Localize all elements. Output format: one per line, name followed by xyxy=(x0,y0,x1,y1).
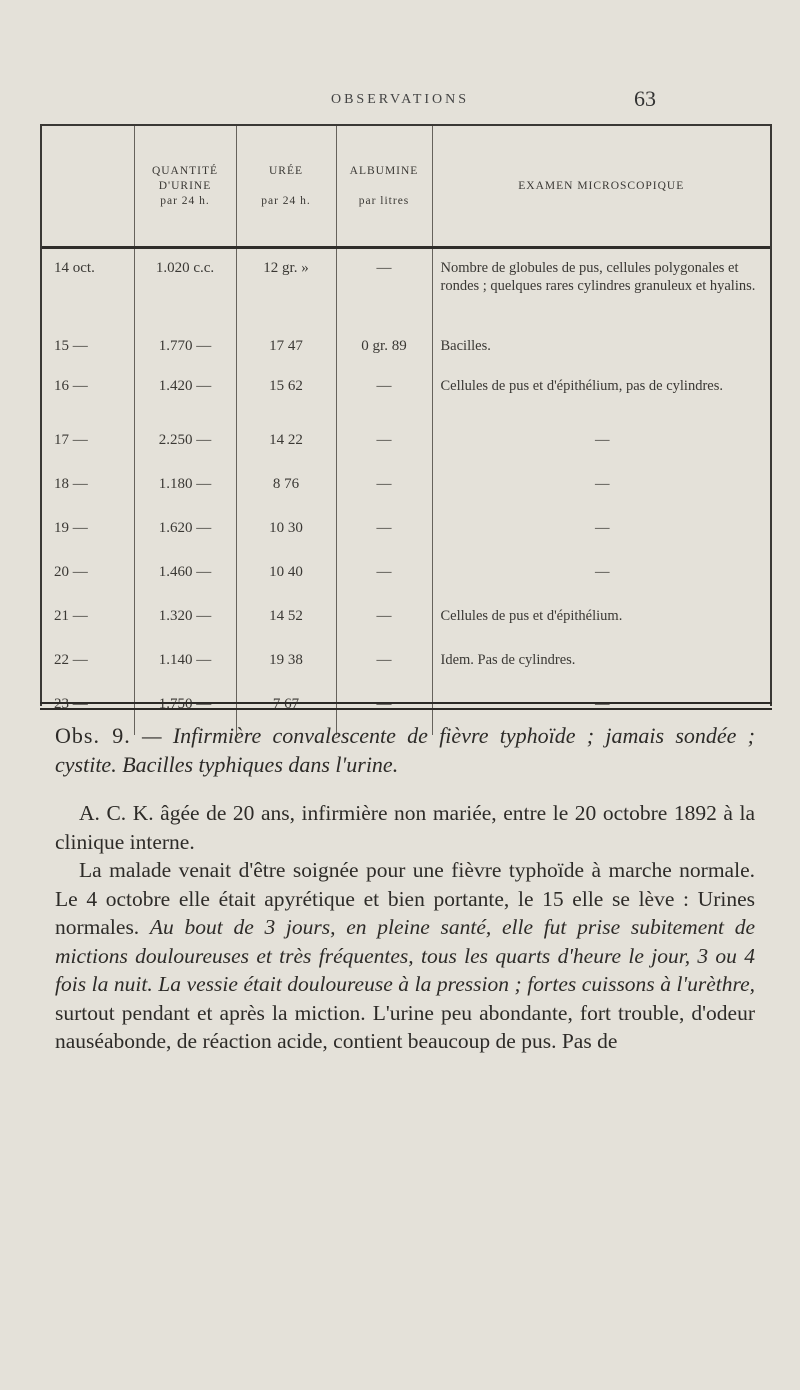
cell-examen: Bacilles. xyxy=(440,338,491,354)
table-row xyxy=(42,643,770,687)
cell-date: 14 oct. xyxy=(42,248,134,332)
table-header-row xyxy=(42,126,770,248)
cell-date: 22 — xyxy=(42,643,134,687)
cell-quantite: 1.420 — xyxy=(134,373,236,423)
cell-quantite: 1.320 — xyxy=(134,599,236,643)
cell-uree: 14 52 xyxy=(236,599,336,643)
cell-date: 19 — xyxy=(42,511,134,555)
cell-date: 21 — xyxy=(42,599,134,643)
cell-examen: — xyxy=(595,564,610,580)
cell-uree: 7 67 xyxy=(236,687,336,735)
cell-albumine: — xyxy=(336,248,432,332)
running-title: OBSERVATIONS xyxy=(330,92,470,107)
table-row xyxy=(42,423,770,467)
table-bottom-rule xyxy=(40,702,772,710)
cell-uree: 12 gr. » xyxy=(236,248,336,332)
header-uree: URÉE par 24 h. xyxy=(236,126,336,248)
page-number: 63 xyxy=(634,86,656,111)
cell-examen: Idem. Pas de cylindres. xyxy=(440,652,576,668)
cell-albumine: — xyxy=(336,423,432,467)
cell-albumine: — xyxy=(336,511,432,555)
cell-date: 20 — xyxy=(42,555,134,599)
cell-uree: 17 47 xyxy=(236,331,336,373)
table-row xyxy=(42,555,770,599)
cell-quantite: 1.140 — xyxy=(134,643,236,687)
cell-examen: Cellules de pus et d'épithélium, pas de cylindres. xyxy=(440,378,723,394)
cell-quantite: 1.180 — xyxy=(134,467,236,511)
cell-uree: 8 76 xyxy=(236,467,336,511)
cell-quantite: 2.250 — xyxy=(134,423,236,467)
cell-uree: 14 22 xyxy=(236,423,336,467)
cell-albumine: — xyxy=(336,467,432,511)
cell-quantite: 1.750 — xyxy=(134,687,236,735)
cell-examen: — xyxy=(595,476,610,492)
cell-albumine: — xyxy=(336,643,432,687)
cell-examen: — xyxy=(595,696,610,712)
header-examen: EXAMEN MICROSCOPIQUE xyxy=(432,126,770,248)
cell-quantite: 1.770 — xyxy=(134,331,236,373)
table-row xyxy=(42,248,770,332)
cell-date: 16 — xyxy=(42,373,134,423)
cell-date: 17 — xyxy=(42,423,134,467)
cell-albumine: — xyxy=(336,555,432,599)
cell-quantite: 1.020 c.c. xyxy=(134,248,236,332)
cell-uree: 10 40 xyxy=(236,555,336,599)
header-date xyxy=(42,126,134,248)
observation-text xyxy=(55,722,755,1056)
cell-uree: 10 30 xyxy=(236,511,336,555)
cell-examen: — xyxy=(595,520,610,536)
paragraph-1: A. C. K. âgée de 20 ans, infirmière non mariée, entre le 20 octobre 1892 à la clinique interne. xyxy=(55,801,755,854)
urine-analysis-table xyxy=(40,124,772,712)
cell-uree: 19 38 xyxy=(236,643,336,687)
table-row xyxy=(42,331,770,373)
cell-examen: Nombre de globules de pus, cellules polygonales et rondes ; quelques rares cylindres granuleux et hyalins. xyxy=(440,260,756,294)
table-row xyxy=(42,467,770,511)
cell-uree: 15 62 xyxy=(236,373,336,423)
cell-albumine: — xyxy=(336,599,432,643)
table-row xyxy=(42,511,770,555)
header-albumine: ALBUMINE par litres xyxy=(336,126,432,248)
cell-quantite: 1.620 — xyxy=(134,511,236,555)
cell-albumine: 0 gr. 89 xyxy=(336,331,432,373)
cell-examen: Cellules de pus et d'épithélium. xyxy=(440,608,623,624)
table-row xyxy=(42,599,770,643)
cell-date: 18 — xyxy=(42,467,134,511)
paragraph-2: La malade venait d'être soignée pour une fièvre typhoïde à marche normale. Le 4 octobre elle était apyrétique et bien portante, le 15 elle se lève : Urines normales. Au bout de 3 jours, en pleine santé, elle fut prise subitement de mictions douloureuses et très fréquentes, tous les quarts d'heure le jour, 3 ou 4 fois la nuit. La vessie était douloureuse à la pression ; fortes cuissons à l'urèthre, surtout pendant et après la miction. L'urine peu abondante, fort trouble, d'odeur nauséabonde, de réaction acide, contient beaucoup de pus. Pas de xyxy=(55,858,755,1053)
cell-quantite: 1.460 — xyxy=(134,555,236,599)
cell-albumine: — xyxy=(336,373,432,423)
table-row xyxy=(42,373,770,423)
cell-albumine: — xyxy=(336,687,432,735)
header-quantite: QUANTITÉ D'URINE par 24 h. xyxy=(134,126,236,248)
cell-date: 23 — xyxy=(42,687,134,735)
observation-heading: — Infirmière convalescente de fièvre typhoïde ; jamais sondée ; cystite. Bacilles typhiques dans l'urine. xyxy=(55,723,756,777)
observation-label: Obs. 9. xyxy=(55,723,131,748)
cell-examen: — xyxy=(595,432,610,448)
cell-date: 15 — xyxy=(42,331,134,373)
observation-title xyxy=(55,722,755,779)
